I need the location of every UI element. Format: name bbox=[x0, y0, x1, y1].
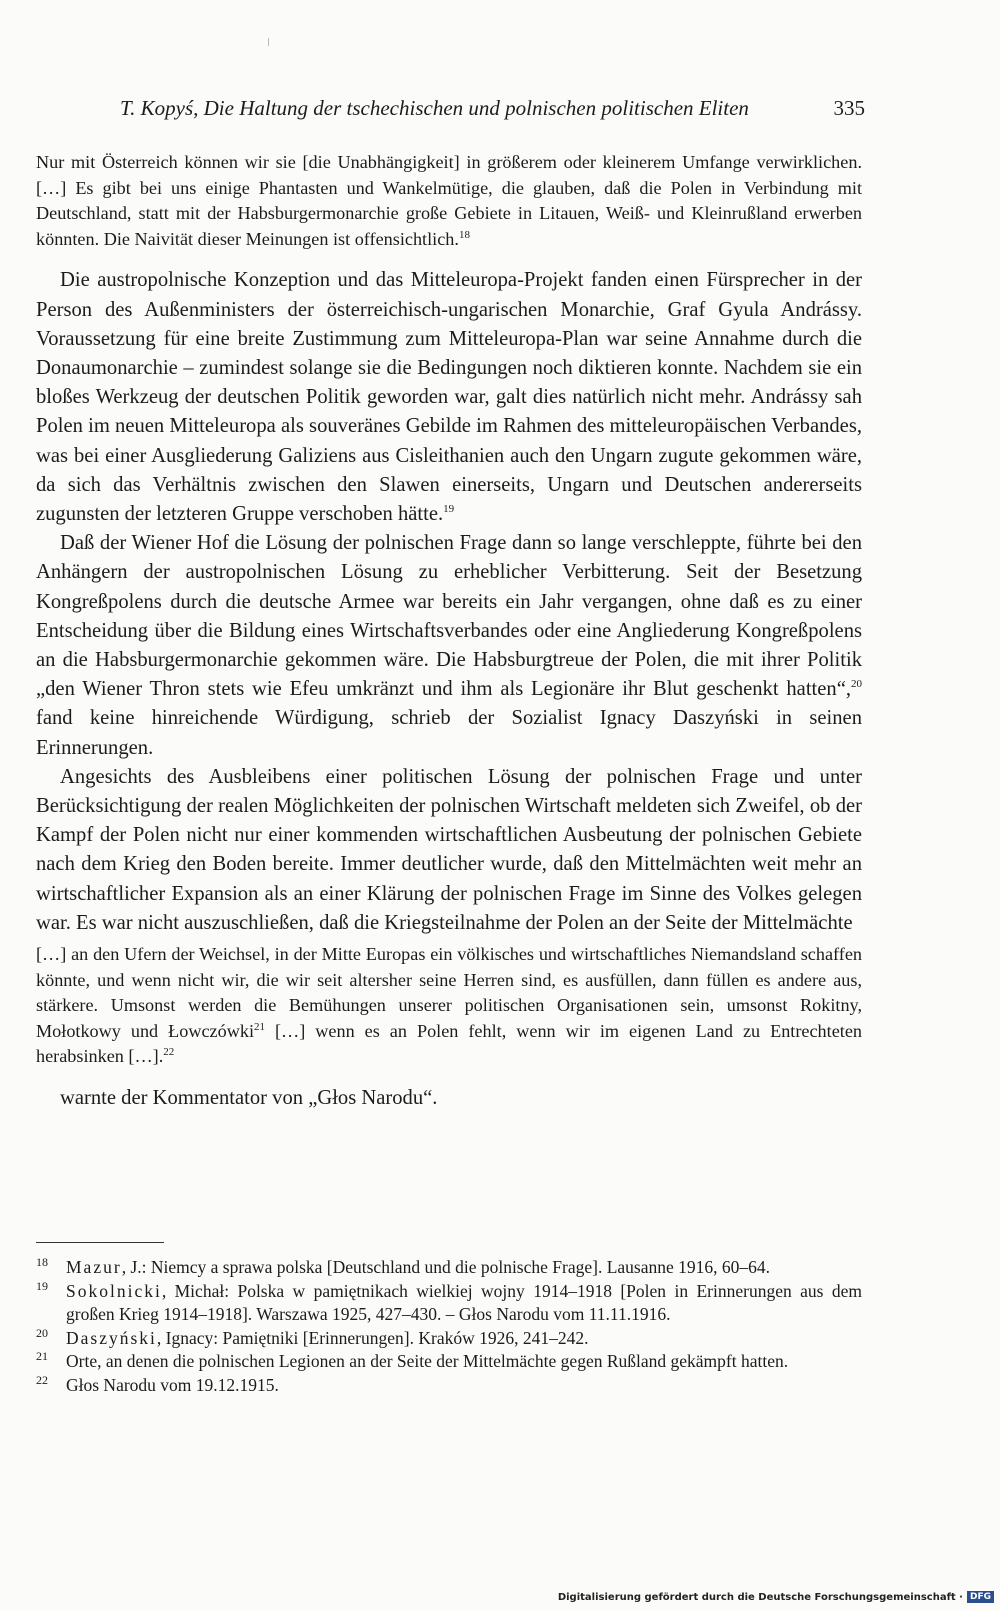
footnote-22 bbox=[36, 1374, 862, 1398]
paragraph-2-text-a: Daß der Wiener Hof die Lösung der polnischen Frage dann so lange verschleppte, führte bei den Anhängern der austropolnischen Lösung zu erheblicher Verbitterung. Seit der Besetzung Kongreßpolens durch die deutsche Armee war bereits ein Jahr vergangen, ohne daß es zu einer Entscheidung über die Bildung eines Wirtschaftsverbandes oder eine Angliederung Kongreßpolens an die Habsburgermonarchie gekommen wäre. Die Habsburgtreue der Polen, die mit ihrer Politik „den Wiener Thron stets wie Efeu umkränzt und ihm als Legionäre ihr Blut geschenkt hatten“, bbox=[36, 532, 862, 701]
main-text bbox=[36, 150, 862, 1113]
footnote-divider bbox=[36, 1242, 164, 1243]
footnote-text: Orte, an denen die polnischen Legionen an der Seite der Mittelmächte gegen Rußland gekämpft hatten. bbox=[66, 1351, 789, 1371]
footnote-ref-21[interactable]: 21 bbox=[254, 1020, 265, 1033]
quote-2-text-a: […] an den Ufern der Weichsel, in der Mitte Europas ein völkisches und wirtschaftliches Niemandsland schaffen könnte, und wenn nicht wir, die wir seit altersher seine Herren sind, es ausfüllen, dann füllen es andere aus, stärkere. Umsonst werden die Bemühungen unserer politischen Organisationen sein, umsonst Rokitny, Mołotkowy und Łowczówki bbox=[36, 944, 862, 1041]
footnote-author: Sokolnicki bbox=[66, 1280, 162, 1301]
block-quote-2 bbox=[36, 942, 862, 1070]
digitization-footer bbox=[558, 1591, 994, 1603]
footnote-ref-22[interactable]: 22 bbox=[163, 1046, 175, 1059]
running-title: T. Kopyś, Die Haltung der tschechischen und polnischen politischen Eliten bbox=[120, 96, 749, 120]
footnote-text: , Michał: Polska w pamiętnikach wielkiej wojny 1914–1918 [Polen in Erinnerungen aus dem großen Krieg 1914–1918]. Warszawa 1925, 427–430. – Głos Narodu vom 11.11.1916. bbox=[66, 1280, 862, 1324]
paragraph-1 bbox=[36, 266, 862, 529]
footnote-ref-19[interactable]: 19 bbox=[443, 503, 455, 516]
page-number: 335 bbox=[833, 96, 865, 120]
footnote-number: 19 bbox=[36, 1278, 48, 1293]
footnote-text: , J.: Niemcy a sprawa polska [Deutschland und die polnische Frage]. Lausanne 1916, 60–64. bbox=[121, 1257, 770, 1277]
quote-1-text: Nur mit Österreich können wir sie [die Unabhängigkeit] in größerem oder kleinerem Umfange verwirklichen. […] Es gibt bei uns einige Phantasten und Wankelmütige, die glauben, daß die Polen in Verbindung mit Deutschland, statt mit der Habsburgermonarchie große Gebiete in Litauen, Weiß- und Kleinrußland erwerben könnten. Die Naivität dieser Meinungen ist offensichtlich. bbox=[36, 152, 862, 249]
footnote-18 bbox=[36, 1256, 862, 1280]
paragraph-1-text: Die austropolnische Konzeption und das Mitteleuropa-Projekt fanden einen Fürsprecher in der Person des Außenministers der österreichisch-ungarischen Monarchie, Graf Gyula Andrássy. Voraussetzung für eine breite Zustimmung zum Mitteleuropa-Plan war seine Annahme durch die Donaumonarchie – zumindest solange sie die Bedingungen noch diktieren konnte. Nachdem sie ein bloßes Werkzeug der deutschen Politik geworden war, galt dies natürlich nicht mehr. Andrássy sah Polen im neuen Mitteleuropa als souveränes Gebilde im Rahmen des mitteleuropäischen Verbandes, was bei einer Ausgliederung Galiziens aus Cisleithanien auch den Ungarn zugute gekommen wäre, da sich das Verhältnis zwischen den Slawen einerseits, Ungarn und Deutschen andererseits zugunsten der letzteren Gruppe verschoben hätte. bbox=[36, 269, 862, 525]
footnote-number: 21 bbox=[36, 1349, 48, 1363]
footnote-20 bbox=[36, 1327, 862, 1351]
block-quote-1 bbox=[36, 150, 862, 252]
paragraph-3 bbox=[36, 763, 862, 938]
paragraph-4: warnte der Kommentator von „Głos Narodu“. bbox=[60, 1087, 438, 1110]
dfg-logo-icon: DFG bbox=[967, 1591, 994, 1603]
quote-2-text-b: […] wenn es an Polen fehlt, wenn wir im eigenen Land zu Entrechteten herabsinken […]. bbox=[36, 1020, 862, 1067]
footnote-author: Mazur bbox=[66, 1257, 122, 1277]
paragraph-2 bbox=[36, 529, 862, 763]
footnote-author: Daszyński bbox=[66, 1327, 157, 1348]
footnote-number: 18 bbox=[36, 1255, 48, 1269]
footnote-21 bbox=[36, 1350, 862, 1374]
footnote-text: Głos Narodu vom 19.12.1915. bbox=[66, 1374, 279, 1395]
running-header bbox=[120, 96, 865, 121]
footer-text: Digitalisierung gefördert durch die Deutsche Forschungsgemeinschaft · bbox=[557, 1591, 963, 1603]
footnote-number: 20 bbox=[36, 1325, 48, 1340]
footnote-ref-18[interactable]: 18 bbox=[458, 228, 470, 241]
footnote-number: 22 bbox=[36, 1372, 48, 1387]
footnote-ref-20[interactable]: 20 bbox=[851, 678, 862, 691]
paragraph-2-text-b: fand keine hinreichende Würdigung, schrieb der Sozialist Ignacy Daszyński in seinen Erinnerungen. bbox=[36, 707, 862, 759]
scan-mark bbox=[268, 38, 269, 46]
footnotes bbox=[36, 1256, 862, 1397]
footnote-text: , Ignacy: Pamiętniki [Erinnerungen]. Kraków 1926, 241–242. bbox=[156, 1327, 589, 1348]
footnote-19 bbox=[36, 1280, 862, 1327]
paragraph-3-text: Angesichts des Ausbleibens einer politischen Lösung der polnischen Frage und unter Berücksichtigung der realen Möglichkeiten der polnischen Wirtschaft meldeten sich Zweifel, ob der Kampf der Polen nicht nur einer kommenden wirtschaftlichen Ausbeutung der polnischen Gebiete nach dem Krieg den Boden bereite. Immer deutlicher wurde, daß den Mittelmächten weit mehr an wirtschaftlicher Expansion als an einer Klärung der polnischen Frage im Sinne des Volkes gelegen war. Es war nicht auszuschließen, daß die Kriegsteilnahme der Polen an der Seite der Mittelmächte bbox=[36, 765, 862, 934]
